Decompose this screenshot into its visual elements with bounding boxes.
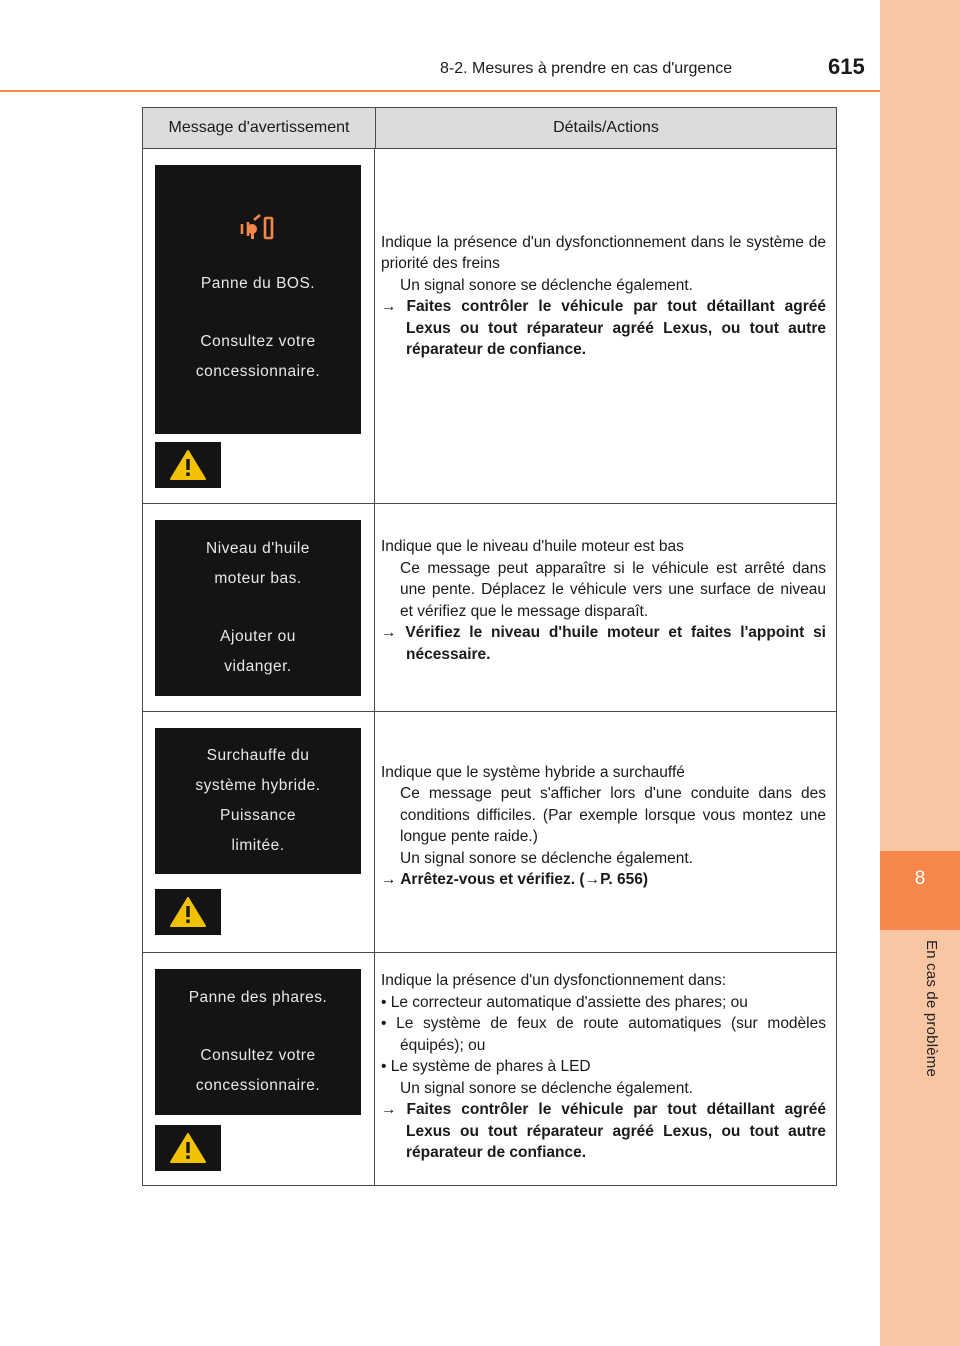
screen-line: système hybride. [195,777,321,794]
list-item: • Le système de phares à LED [381,1058,591,1076]
screen-line: Puissance [219,807,296,824]
warning-messages-table [142,107,837,1186]
message-cell [143,712,375,952]
table-row [143,953,836,1185]
chapter-tab-active[interactable] [880,851,960,930]
detail-subtext: Un signal sonore se déclenche également. [400,849,693,867]
list-item: • Le correcteur automatique d'assiette des phares; ou [381,993,748,1011]
action-text: → Faites contrôler le véhicule par tout détaillant agréé Lexus ou tout réparateur agréé Lexus, ou tout autre réparateur de confiance. [381,1101,826,1162]
display-screen [155,165,361,434]
action-text: → Arrêtez-vous et vérifiez. (→P. 656) [381,871,649,888]
table-row [143,712,836,953]
detail-subtext: Ce message peut apparaître si le véhicule est arrêté dans une pente. Déplacez le véhicule vers une surface de niveau et vérifiez que le message disparaît. [400,559,826,620]
table-row [143,149,836,504]
details-cell [375,953,836,1185]
detail-subtext: Ce message peut s'afficher lors d'une conduite dans des conditions difficiles. (Par exemple lorsque vous montez une longue pente raide.) [400,785,826,845]
page-number: 615 [828,54,865,79]
detail-text: Indique que le système hybride a surchauffé [381,763,685,781]
message-cell [143,149,375,503]
screen-line: Surchauffe du [206,747,310,764]
detail-subtext: Un signal sonore se déclenche également. [400,276,693,294]
column-header-message: Message d'avertissement [143,108,376,148]
action-text: → Vérifiez le niveau d'huile moteur et faites l'appoint si nécessaire. [381,624,826,663]
screen-line: Panne du BOS. [200,275,316,292]
screen-line: Consultez votre [200,1047,316,1064]
message-cell [143,953,375,1185]
screen-line: moteur bas. [214,570,302,587]
section-title: 8-2. Mesures à prendre en cas d'urgence [440,60,733,77]
column-header-details: Détails/Actions [553,119,659,136]
chapter-number: 8 [914,868,926,889]
table-header [143,108,836,149]
detail-text: Indique la présence d'un dysfonctionnement dans le système de priorité des freins [381,233,826,272]
detail-text: Indique que le niveau d'huile moteur est bas [381,538,684,555]
detail-text: Indique la présence d'un dysfonctionnement dans: [381,972,727,990]
screen-line: limitée. [231,837,285,854]
screen-line: vidanger. [224,658,292,675]
details-cell [375,149,836,503]
master-warning-triangle-icon [155,889,221,935]
screen-line: Consultez votre [200,333,316,350]
screen-line: concessionnaire. [195,1077,321,1094]
detail-subtext: Un signal sonore se déclenche également. [400,1079,693,1097]
master-warning-triangle-icon [155,1125,221,1171]
details-cell [375,712,836,952]
chapter-label: En cas de problème [923,940,940,1078]
brake-override-warning-icon [238,212,278,247]
display-screen [155,728,361,874]
master-warning-triangle-icon [155,442,221,488]
details-cell [375,504,836,711]
action-text: → Faites contrôler le véhicule par tout détaillant agréé Lexus ou tout réparateur agréé Lexus, ou tout autre réparateur de confiance. [381,298,826,358]
list-item: • Le système de feux de route automatiques (sur modèles équipés); ou [381,1015,826,1054]
screen-line: Niveau d'huile [206,540,310,557]
screen-line: Ajouter ou [220,628,296,645]
table-row [143,504,836,712]
chapter-tab-strip [880,0,960,1346]
display-screen [155,969,361,1115]
display-screen [155,520,361,696]
message-cell [143,504,375,711]
screen-line: concessionnaire. [195,363,321,380]
header-rule [0,90,880,92]
screen-line: Panne des phares. [188,989,328,1006]
